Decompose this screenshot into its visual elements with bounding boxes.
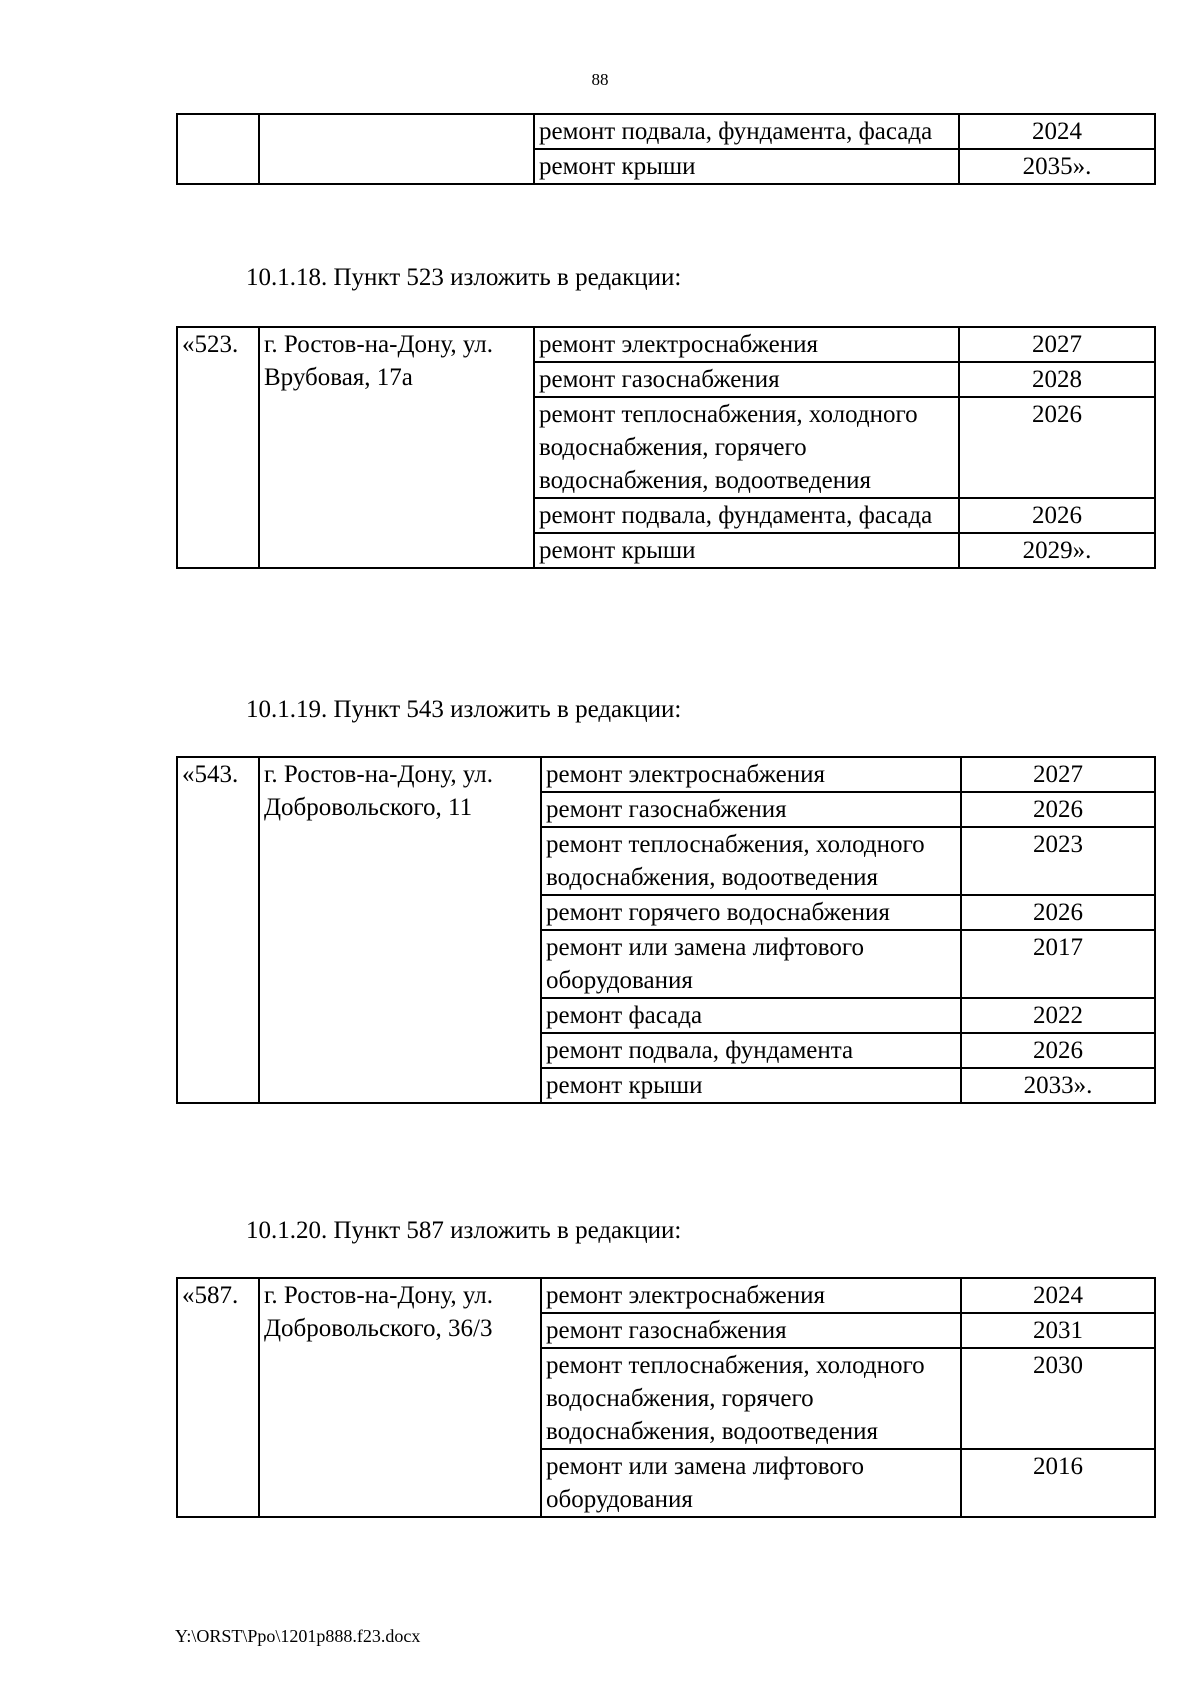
work-cell: ремонт газоснабжения: [541, 1313, 961, 1348]
address-cell: [259, 114, 534, 184]
work-cell: ремонт теплоснабжения, холодного водоснабжения, горячего водоснабжения, водоотведения: [541, 1348, 961, 1449]
file-path-footer: Y:\ORST\Ppo\1201p888.f23.docx: [175, 1626, 421, 1646]
work-cell: ремонт или замена лифтового оборудования: [541, 1449, 961, 1517]
year-cell: 2026: [961, 792, 1155, 827]
work-cell: ремонт электроснабжения: [541, 1278, 961, 1313]
item-number: «587.: [177, 1278, 259, 1517]
table-row: [177, 114, 1155, 149]
work-cell: ремонт теплоснабжения, холодного водоснабжения, водоотведения: [541, 827, 961, 895]
work-cell: ремонт крыши: [534, 533, 959, 568]
work-cell: ремонт теплоснабжения, холодного водоснабжения, горячего водоснабжения, водоотведения: [534, 397, 959, 498]
number-cell: [177, 114, 259, 184]
continuation-table: [176, 113, 1156, 185]
work-cell: ремонт электроснабжения: [534, 327, 959, 362]
year-cell: 2035».: [959, 149, 1155, 184]
year-cell: 2022: [961, 998, 1155, 1033]
year-cell: 2031: [961, 1313, 1155, 1348]
year-cell: 2016: [961, 1449, 1155, 1517]
year-cell: 2024: [961, 1278, 1155, 1313]
work-cell: ремонт электроснабжения: [541, 757, 961, 792]
item-address: г. Ростов-на-Дону, ул. Добровольского, 11: [259, 757, 541, 1103]
year-cell: 2026: [961, 1033, 1155, 1068]
item-number: «523.: [177, 327, 259, 568]
year-cell: 2026: [959, 498, 1155, 533]
item-number: «543.: [177, 757, 259, 1103]
year-cell: 2030: [961, 1348, 1155, 1449]
work-cell: ремонт газоснабжения: [541, 792, 961, 827]
work-cell: ремонт подвала, фундамента, фасада: [534, 114, 959, 149]
work-cell: ремонт газоснабжения: [534, 362, 959, 397]
year-cell: 2023: [961, 827, 1155, 895]
item-address: г. Ростов-на-Дону, ул. Добровольского, 36/3: [259, 1278, 541, 1517]
section-heading: 10.1.19. Пункт 543 изложить в редакции:: [246, 696, 682, 723]
year-cell: 2027: [959, 327, 1155, 362]
work-cell: ремонт крыши: [534, 149, 959, 184]
section-heading: 10.1.18. Пункт 523 изложить в редакции:: [246, 264, 682, 291]
table-row: [177, 757, 1155, 792]
year-cell: 2029».: [959, 533, 1155, 568]
item-587-table: [176, 1277, 1156, 1518]
item-address: г. Ростов-на-Дону, ул. Врубовая, 17а: [259, 327, 534, 568]
item-543-table: [176, 756, 1156, 1104]
year-cell: 2028: [959, 362, 1155, 397]
work-cell: ремонт подвала, фундамента: [541, 1033, 961, 1068]
work-cell: ремонт горячего водоснабжения: [541, 895, 961, 930]
year-cell: 2017: [961, 930, 1155, 998]
year-cell: 2027: [961, 757, 1155, 792]
section-heading: 10.1.20. Пункт 587 изложить в редакции:: [246, 1217, 682, 1244]
year-cell: 2024: [959, 114, 1155, 149]
year-cell: 2026: [959, 397, 1155, 498]
page-number: 88: [591, 70, 609, 89]
work-cell: ремонт крыши: [541, 1068, 961, 1103]
year-cell: 2026: [961, 895, 1155, 930]
item-523-table: [176, 326, 1156, 569]
year-cell: 2033».: [961, 1068, 1155, 1103]
work-cell: ремонт фасада: [541, 998, 961, 1033]
work-cell: ремонт или замена лифтового оборудования: [541, 930, 961, 998]
table-row: [177, 327, 1155, 362]
table-row: [177, 1278, 1155, 1313]
work-cell: ремонт подвала, фундамента, фасада: [534, 498, 959, 533]
